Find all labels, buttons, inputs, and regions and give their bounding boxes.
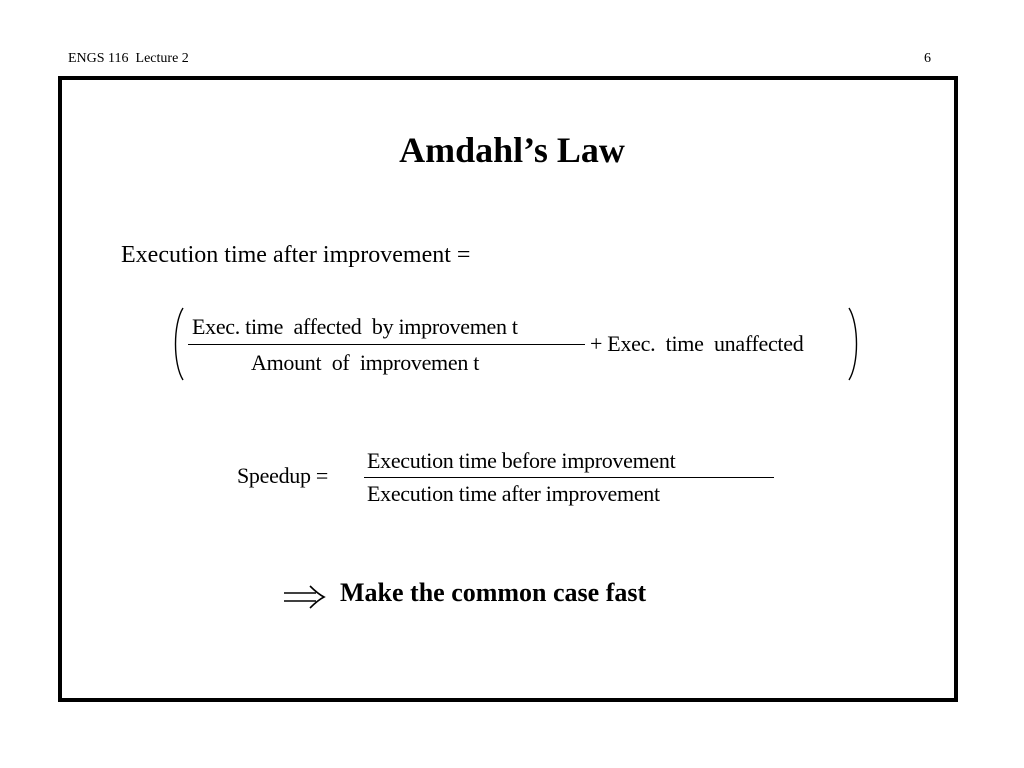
implies-arrow-icon	[282, 584, 326, 610]
page-number: 6	[924, 51, 931, 66]
speedup-denominator: Execution time after improvement	[367, 481, 660, 506]
speedup-label: Speedup =	[237, 463, 328, 488]
left-parenthesis	[170, 306, 186, 382]
formula-denominator: Amount of improvemen t	[251, 350, 480, 375]
fraction-bar	[188, 344, 585, 345]
right-parenthesis	[846, 306, 862, 382]
speedup-numerator: Execution time before improvement	[367, 448, 676, 473]
formula-addend: + Exec. time unaffected	[590, 331, 804, 356]
conclusion-text: Make the common case fast	[340, 578, 647, 607]
lecture-header: ENGS 116 Lecture 2	[68, 51, 189, 66]
slide-title: Amdahl’s Law	[399, 130, 625, 170]
execution-time-label: Execution time after improvement =	[121, 242, 471, 268]
formula-numerator: Exec. time affected by improvemen t	[192, 314, 518, 339]
speedup-fraction-bar	[364, 477, 774, 478]
